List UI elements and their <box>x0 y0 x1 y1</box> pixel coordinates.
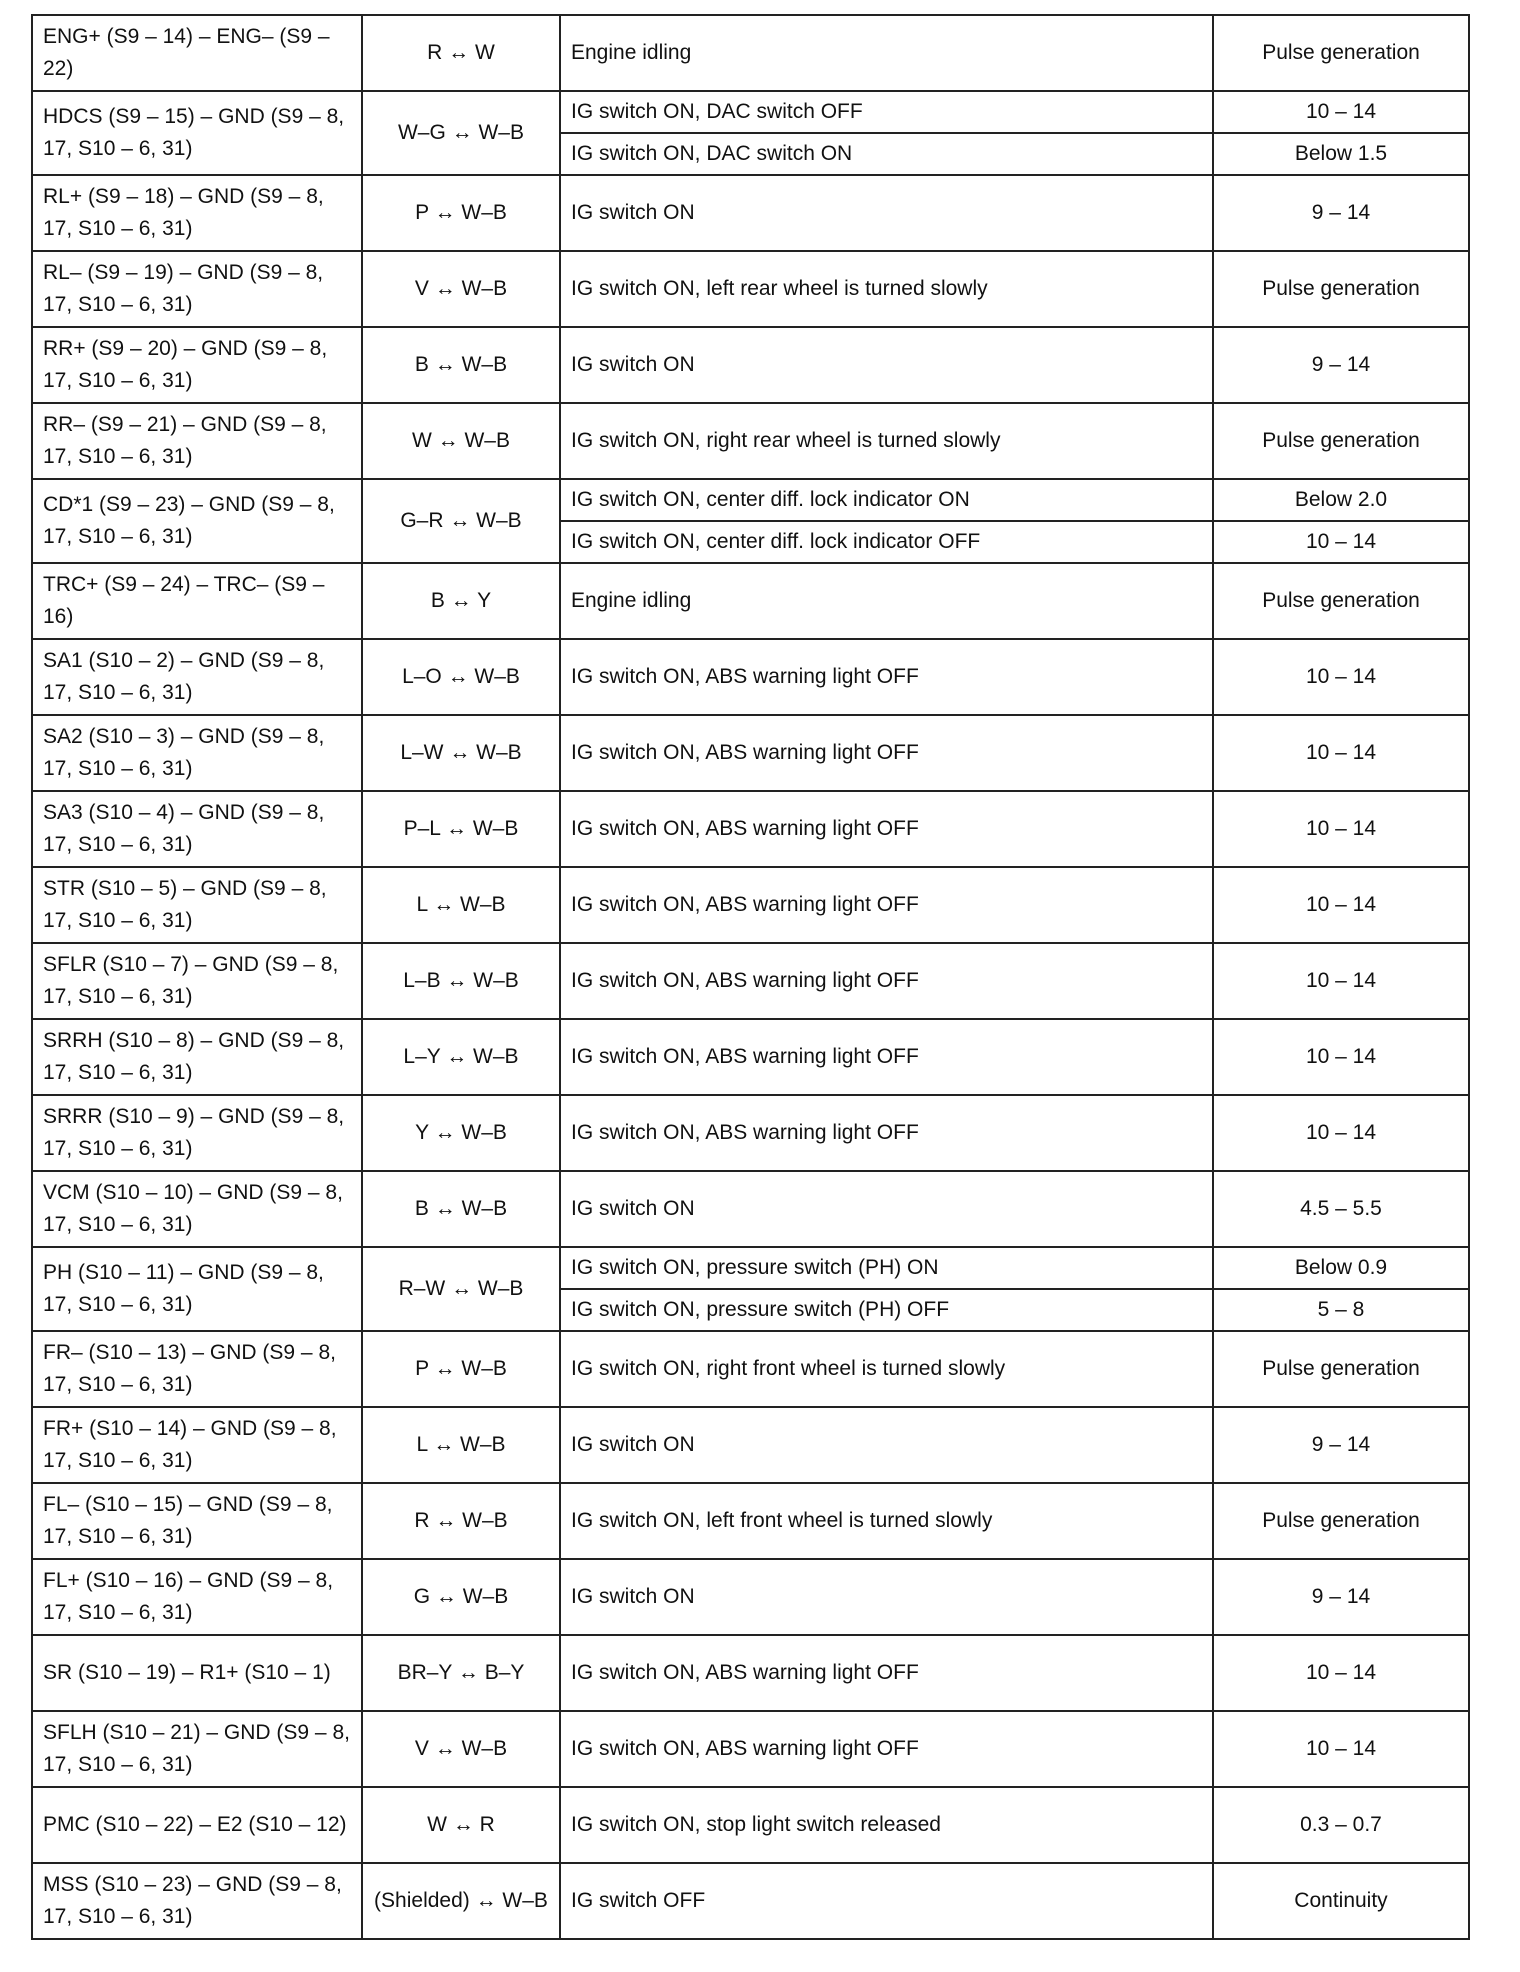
specified-condition-cell: Pulse generation <box>1213 251 1469 327</box>
terminal-cell: PMC (S10 – 22) – E2 (S10 – 12) <box>32 1787 362 1863</box>
condition-cell: IG switch ON, ABS warning light OFF <box>560 715 1213 791</box>
wire-color-cell: L–O ↔ W–B <box>362 639 560 715</box>
table-row <box>32 1171 1469 1247</box>
wire-color-cell: (Shielded) ↔ W–B <box>362 1863 560 1939</box>
terminal-cell: VCM (S10 – 10) – GND (S9 – 8, 17, S10 – 6, 31) <box>32 1171 362 1247</box>
condition-cell: IG switch ON, pressure switch (PH) OFF <box>560 1289 1213 1331</box>
terminal-cell: CD*1 (S9 – 23) – GND (S9 – 8, 17, S10 – 6, 31) <box>32 479 362 563</box>
specified-condition-cell: Pulse generation <box>1213 1483 1469 1559</box>
terminal-cell: SFLR (S10 – 7) – GND (S9 – 8, 17, S10 – 6, 31) <box>32 943 362 1019</box>
condition-cell: Engine idling <box>560 563 1213 639</box>
specified-condition-cell: 10 – 14 <box>1213 1095 1469 1171</box>
terminal-cell: RL+ (S9 – 18) – GND (S9 – 8, 17, S10 – 6, 31) <box>32 175 362 251</box>
wire-color-cell: L–Y ↔ W–B <box>362 1019 560 1095</box>
specified-condition-cell: 10 – 14 <box>1213 521 1469 563</box>
table-row <box>32 791 1469 867</box>
wire-color-cell: B ↔ W–B <box>362 327 560 403</box>
wire-color-cell: L–B ↔ W–B <box>362 943 560 1019</box>
condition-cell: IG switch ON, ABS warning light OFF <box>560 1019 1213 1095</box>
wire-color-cell: Y ↔ W–B <box>362 1095 560 1171</box>
table-row <box>32 175 1469 251</box>
specified-condition-cell: 9 – 14 <box>1213 1559 1469 1635</box>
wire-color-cell: P–L ↔ W–B <box>362 791 560 867</box>
terminal-voltage-table <box>31 14 1470 1940</box>
table-row <box>32 563 1469 639</box>
specified-condition-cell: 10 – 14 <box>1213 639 1469 715</box>
wire-color-cell: G ↔ W–B <box>362 1559 560 1635</box>
wire-color-cell: P ↔ W–B <box>362 1331 560 1407</box>
table-row <box>32 327 1469 403</box>
table-row <box>32 15 1469 91</box>
specified-condition-cell: 9 – 14 <box>1213 1407 1469 1483</box>
terminal-cell: RR+ (S9 – 20) – GND (S9 – 8, 17, S10 – 6, 31) <box>32 327 362 403</box>
terminal-cell: SFLH (S10 – 21) – GND (S9 – 8, 17, S10 – 6, 31) <box>32 1711 362 1787</box>
wire-color-cell: BR–Y ↔ B–Y <box>362 1635 560 1711</box>
terminal-cell: PH (S10 – 11) – GND (S9 – 8, 17, S10 – 6, 31) <box>32 1247 362 1331</box>
wire-color-cell: L ↔ W–B <box>362 1407 560 1483</box>
condition-cell: IG switch ON <box>560 175 1213 251</box>
condition-cell: IG switch ON, ABS warning light OFF <box>560 943 1213 1019</box>
condition-cell: IG switch ON, left front wheel is turned slowly <box>560 1483 1213 1559</box>
specified-condition-cell: 5 – 8 <box>1213 1289 1469 1331</box>
terminal-cell: RL– (S9 – 19) – GND (S9 – 8, 17, S10 – 6, 31) <box>32 251 362 327</box>
specified-condition-cell: 10 – 14 <box>1213 715 1469 791</box>
condition-cell: IG switch ON, left rear wheel is turned slowly <box>560 251 1213 327</box>
condition-cell: IG switch ON, center diff. lock indicator OFF <box>560 521 1213 563</box>
table-row <box>32 479 1469 521</box>
wire-color-cell: V ↔ W–B <box>362 1711 560 1787</box>
specified-condition-cell: 9 – 14 <box>1213 175 1469 251</box>
specified-condition-cell: Pulse generation <box>1213 1331 1469 1407</box>
condition-cell: IG switch ON, right rear wheel is turned slowly <box>560 403 1213 479</box>
specified-condition-cell: 10 – 14 <box>1213 91 1469 133</box>
terminal-cell: SRRH (S10 – 8) – GND (S9 – 8, 17, S10 – 6, 31) <box>32 1019 362 1095</box>
wire-color-cell: W ↔ W–B <box>362 403 560 479</box>
condition-cell: IG switch ON, ABS warning light OFF <box>560 1095 1213 1171</box>
terminal-cell: HDCS (S9 – 15) – GND (S9 – 8, 17, S10 – 6, 31) <box>32 91 362 175</box>
terminal-cell: STR (S10 – 5) – GND (S9 – 8, 17, S10 – 6, 31) <box>32 867 362 943</box>
condition-cell: IG switch ON <box>560 1559 1213 1635</box>
table-row <box>32 943 1469 1019</box>
specified-condition-cell: Below 2.0 <box>1213 479 1469 521</box>
condition-cell: IG switch ON, ABS warning light OFF <box>560 1635 1213 1711</box>
specified-condition-cell: 10 – 14 <box>1213 1019 1469 1095</box>
table-row <box>32 1787 1469 1863</box>
specified-condition-cell: 4.5 – 5.5 <box>1213 1171 1469 1247</box>
wire-color-cell: R–W ↔ W–B <box>362 1247 560 1331</box>
specified-condition-cell: Pulse generation <box>1213 15 1469 91</box>
table-row <box>32 1019 1469 1095</box>
table-body <box>32 15 1469 1939</box>
table-row <box>32 91 1469 133</box>
condition-cell: IG switch ON, DAC switch OFF <box>560 91 1213 133</box>
table-row <box>32 1559 1469 1635</box>
specified-condition-cell: 10 – 14 <box>1213 791 1469 867</box>
terminal-cell: FR+ (S10 – 14) – GND (S9 – 8, 17, S10 – 6, 31) <box>32 1407 362 1483</box>
table-row <box>32 1407 1469 1483</box>
condition-cell: IG switch ON, ABS warning light OFF <box>560 791 1213 867</box>
wire-color-cell: P ↔ W–B <box>362 175 560 251</box>
condition-cell: IG switch ON <box>560 1407 1213 1483</box>
terminal-cell: FL– (S10 – 15) – GND (S9 – 8, 17, S10 – 6, 31) <box>32 1483 362 1559</box>
wire-color-cell: G–R ↔ W–B <box>362 479 560 563</box>
specified-condition-cell: 10 – 14 <box>1213 943 1469 1019</box>
wire-color-cell: V ↔ W–B <box>362 251 560 327</box>
table-row <box>32 1863 1469 1939</box>
terminal-cell: SRRR (S10 – 9) – GND (S9 – 8, 17, S10 – 6, 31) <box>32 1095 362 1171</box>
terminal-cell: ENG+ (S9 – 14) – ENG– (S9 – 22) <box>32 15 362 91</box>
condition-cell: IG switch ON, right front wheel is turned slowly <box>560 1331 1213 1407</box>
condition-cell: Engine idling <box>560 15 1213 91</box>
specified-condition-cell: 9 – 14 <box>1213 327 1469 403</box>
specified-condition-cell: Below 0.9 <box>1213 1247 1469 1289</box>
condition-cell: IG switch ON, DAC switch ON <box>560 133 1213 175</box>
condition-cell: IG switch ON, pressure switch (PH) ON <box>560 1247 1213 1289</box>
specified-condition-cell: Pulse generation <box>1213 403 1469 479</box>
specified-condition-cell: Below 1.5 <box>1213 133 1469 175</box>
terminal-cell: FL+ (S10 – 16) – GND (S9 – 8, 17, S10 – 6, 31) <box>32 1559 362 1635</box>
terminal-cell: SA3 (S10 – 4) – GND (S9 – 8, 17, S10 – 6, 31) <box>32 791 362 867</box>
table-row <box>32 1247 1469 1289</box>
table-row <box>32 867 1469 943</box>
specified-condition-cell: 10 – 14 <box>1213 1635 1469 1711</box>
wire-color-cell: L ↔ W–B <box>362 867 560 943</box>
table-row <box>32 403 1469 479</box>
table-row <box>32 1331 1469 1407</box>
terminal-cell: MSS (S10 – 23) – GND (S9 – 8, 17, S10 – 6, 31) <box>32 1863 362 1939</box>
table-row <box>32 1483 1469 1559</box>
condition-cell: IG switch ON, center diff. lock indicator ON <box>560 479 1213 521</box>
wire-color-cell: R ↔ W–B <box>362 1483 560 1559</box>
specified-condition-cell: 0.3 – 0.7 <box>1213 1787 1469 1863</box>
wire-color-cell: W ↔ R <box>362 1787 560 1863</box>
condition-cell: IG switch OFF <box>560 1863 1213 1939</box>
condition-cell: IG switch ON <box>560 1171 1213 1247</box>
condition-cell: IG switch ON <box>560 327 1213 403</box>
table-row <box>32 1635 1469 1711</box>
condition-cell: IG switch ON, ABS warning light OFF <box>560 1711 1213 1787</box>
table-row <box>32 251 1469 327</box>
wire-color-cell: B ↔ Y <box>362 563 560 639</box>
condition-cell: IG switch ON, ABS warning light OFF <box>560 867 1213 943</box>
terminal-cell: TRC+ (S9 – 24) – TRC– (S9 – 16) <box>32 563 362 639</box>
terminal-cell: SR (S10 – 19) – R1+ (S10 – 1) <box>32 1635 362 1711</box>
table-row <box>32 1095 1469 1171</box>
table-row <box>32 715 1469 791</box>
terminal-cell: SA1 (S10 – 2) – GND (S9 – 8, 17, S10 – 6, 31) <box>32 639 362 715</box>
wire-color-cell: R ↔ W <box>362 15 560 91</box>
table-row <box>32 639 1469 715</box>
condition-cell: IG switch ON, stop light switch released <box>560 1787 1213 1863</box>
wire-color-cell: W–G ↔ W–B <box>362 91 560 175</box>
terminal-cell: SA2 (S10 – 3) – GND (S9 – 8, 17, S10 – 6, 31) <box>32 715 362 791</box>
wire-color-cell: L–W ↔ W–B <box>362 715 560 791</box>
terminal-cell: RR– (S9 – 21) – GND (S9 – 8, 17, S10 – 6, 31) <box>32 403 362 479</box>
table-row <box>32 1711 1469 1787</box>
wire-color-cell: B ↔ W–B <box>362 1171 560 1247</box>
condition-cell: IG switch ON, ABS warning light OFF <box>560 639 1213 715</box>
specified-condition-cell: Continuity <box>1213 1863 1469 1939</box>
terminal-cell: FR– (S10 – 13) – GND (S9 – 8, 17, S10 – 6, 31) <box>32 1331 362 1407</box>
specified-condition-cell: 10 – 14 <box>1213 867 1469 943</box>
specified-condition-cell: 10 – 14 <box>1213 1711 1469 1787</box>
specified-condition-cell: Pulse generation <box>1213 563 1469 639</box>
